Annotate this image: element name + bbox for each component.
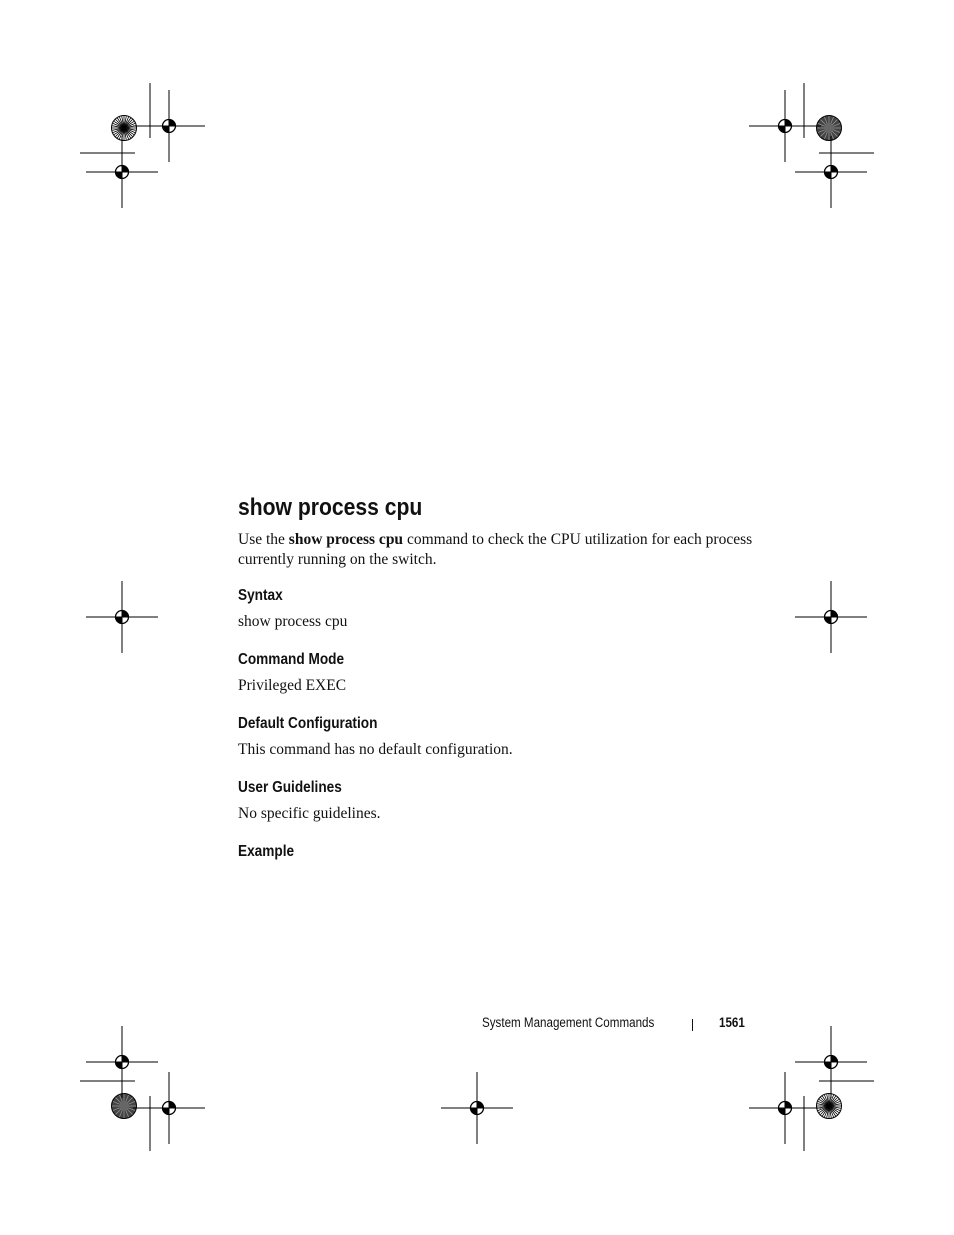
- section-heading: Default Configuration: [238, 715, 378, 732]
- section-body: No specific guidelines.: [238, 805, 381, 822]
- section-body: show process cpu: [238, 613, 348, 630]
- subsection-default-configuration: [238, 714, 513, 760]
- color-target-icon: [112, 116, 137, 141]
- registration-mark-icon: [86, 1026, 158, 1098]
- intro-suffix: command to check the CPU utilization for each process currently running on the switch.: [238, 531, 753, 568]
- registration-mark-icon: [749, 1072, 821, 1144]
- registration-mark-icon: [795, 581, 867, 653]
- registration-mark-icon: [133, 1072, 205, 1144]
- intro-command: show process cpu: [288, 531, 404, 548]
- page-number: 1561: [719, 1015, 745, 1030]
- color-target-icon: [112, 1094, 137, 1119]
- section-heading: Command Mode: [238, 651, 345, 668]
- color-target-icon: [817, 116, 842, 141]
- registration-mark-icon: [86, 136, 158, 208]
- subsection-example: [238, 842, 302, 862]
- footer-divider: [692, 1019, 693, 1031]
- registration-mark-icon: [795, 136, 867, 208]
- registration-mark-icon: [749, 90, 821, 162]
- subsection-user-guidelines: [238, 778, 380, 824]
- intro-paragraph: [238, 530, 758, 569]
- main-content: [238, 492, 758, 569]
- subsection-command-mode: [238, 650, 359, 696]
- page-title: show process cpu: [238, 494, 423, 521]
- footer-chapter-title: System Management Commands: [482, 1015, 655, 1030]
- section-heading: Syntax: [238, 587, 283, 604]
- registration-mark-icon: [133, 90, 205, 162]
- registration-mark-icon: [86, 581, 158, 653]
- section-body: This command has no default configuration.: [238, 741, 513, 758]
- section-body: Privileged EXEC: [238, 677, 347, 694]
- section-heading: User Guidelines: [238, 779, 342, 796]
- registration-mark-icon: [795, 1026, 867, 1098]
- color-target-icon: [817, 1094, 842, 1119]
- intro-prefix: Use the: [238, 531, 289, 548]
- section-heading: Example: [238, 843, 295, 860]
- subsection-syntax: [238, 586, 347, 632]
- registration-mark-icon: [441, 1072, 513, 1144]
